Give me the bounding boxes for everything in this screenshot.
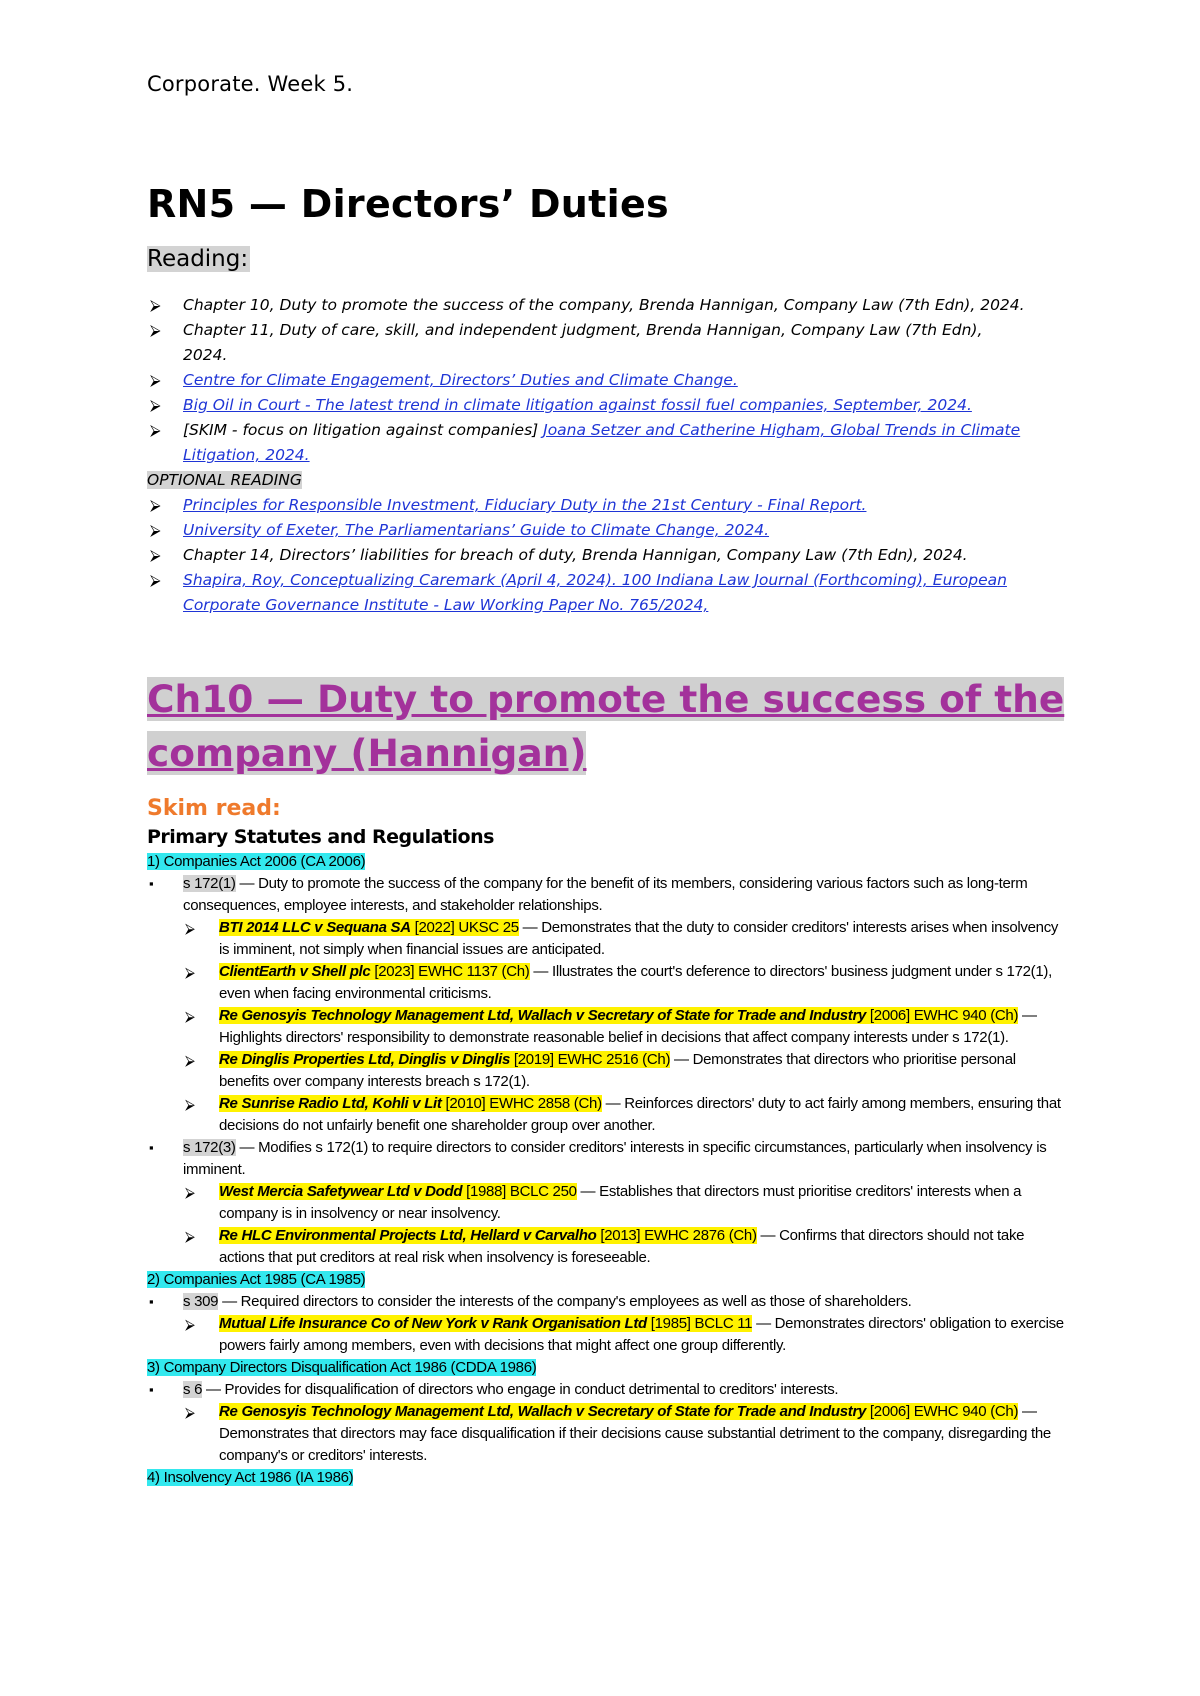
statute-heading-row — [147, 1467, 1067, 1489]
document-title: RN5 — Directors’ Duties — [147, 182, 669, 226]
case-item — [147, 1225, 1067, 1269]
case-name: Re Genosyis Technology Management Ltd, Wallach v Secretary of State for Trade and Industry — [219, 1007, 867, 1024]
case-item — [147, 917, 1067, 961]
square-bullet-icon: ▪ — [149, 1382, 154, 1397]
statute-heading: 3) Company Directors Disqualification Act 1986 (CDDA 1986) — [147, 1359, 537, 1376]
case-citation — [219, 963, 530, 980]
statute-heading-row — [147, 851, 1067, 873]
optional-reading-heading: OPTIONAL READING — [147, 471, 302, 489]
case-item — [147, 1005, 1067, 1049]
case-reference: [1988] BCLC 250 — [462, 1183, 577, 1200]
case-item — [147, 1049, 1067, 1093]
case-citation — [219, 919, 519, 936]
statute-heading: 4) Insolvency Act 1986 (IA 1986) — [147, 1469, 354, 1486]
section-text: — Required directors to consider the interests of the company's employees as well as those of shareholders. — [218, 1293, 912, 1310]
case-name: Mutual Life Insurance Co of New York v Rank Organisation Ltd — [219, 1315, 647, 1332]
reading-item — [147, 393, 1027, 418]
section-number: s 172(3) — [183, 1139, 236, 1156]
arrow-bullet-icon: ⮚ — [150, 521, 161, 539]
section-number: s 172(1) — [183, 875, 236, 892]
section-item — [147, 1379, 1067, 1401]
case-name: Re HLC Environmental Projects Ltd, Hellard v Carvalho — [219, 1227, 597, 1244]
arrow-bullet-icon: ⮚ — [150, 496, 161, 514]
statute-heading: 2) Companies Act 1985 (CA 1985) — [147, 1271, 366, 1288]
arrow-bullet-icon: ⮚ — [185, 964, 195, 980]
reading-item-link[interactable]: University of Exeter, The Parliamentarians’ Guide to Climate Change, 2024. — [183, 521, 770, 539]
reading-item — [147, 543, 1027, 568]
square-bullet-icon: ▪ — [149, 1294, 154, 1309]
case-text: — Illustrates the court's deference to directors' business judgment under s 172(1), even when facing environmental criticisms. — [219, 963, 1052, 1002]
reading-item-link[interactable]: Big Oil in Court - The latest trend in climate litigation against fossil fuel companies, September, 2024. — [183, 396, 972, 414]
arrow-bullet-icon: ⮚ — [185, 1052, 195, 1068]
case-citation — [219, 1183, 577, 1200]
reading-item-link[interactable]: Joana Setzer and Catherine Higham, Global Trends in Climate Litigation, 2024. — [183, 421, 1021, 464]
case-item — [147, 1093, 1067, 1137]
arrow-bullet-icon: ⮚ — [150, 371, 161, 389]
reading-item-text: [SKIM - focus on litigation against companies] — [183, 421, 544, 439]
arrow-bullet-icon: ⮚ — [150, 546, 161, 564]
case-reference: [2019] EWHC 2516 (Ch) — [510, 1051, 671, 1068]
skim-read-heading: Skim read: — [147, 796, 281, 821]
case-name: Re Sunrise Radio Ltd, Kohli v Lit — [219, 1095, 442, 1112]
page-header: Corporate. Week 5. — [147, 72, 354, 96]
reading-item — [147, 493, 1027, 518]
section-item — [147, 1137, 1067, 1181]
section-text: — Provides for disqualification of directors who engage in conduct detrimental to creditors' interests. — [202, 1381, 839, 1398]
square-bullet-icon: ▪ — [149, 1140, 154, 1155]
reading-item — [147, 293, 1027, 318]
case-text: — Demonstrates that directors who prioritise personal benefits over company interests breach s 172(1). — [219, 1051, 1016, 1090]
arrow-bullet-icon: ⮚ — [150, 571, 161, 589]
case-item — [147, 961, 1067, 1005]
case-reference: [2006] EWHC 940 (Ch) — [866, 1403, 1019, 1420]
case-name: Re Dinglis Properties Ltd, Dinglis v Dinglis — [219, 1051, 511, 1068]
case-reference: [2010] EWHC 2858 (Ch) — [441, 1095, 602, 1112]
case-reference: [2023] EWHC 1137 (Ch) — [370, 963, 530, 980]
case-item — [147, 1181, 1067, 1225]
case-name: ClientEarth v Shell plc — [219, 963, 371, 980]
section-item — [147, 873, 1067, 917]
reading-item-link[interactable]: Principles for Responsible Investment, Fiduciary Duty in the 21st Century - Final Report. — [183, 496, 867, 514]
arrow-bullet-icon: ⮚ — [185, 1316, 195, 1332]
case-text: — Confirms that directors should not take actions that put creditors at real risk when insolvency is foreseeable. — [219, 1227, 1025, 1266]
case-name: BTI 2014 LLC v Sequana SA — [219, 919, 411, 936]
case-citation — [219, 1403, 1018, 1420]
reading-item — [147, 318, 1027, 368]
reading-item-link[interactable]: Centre for Climate Engagement, Directors’ Duties and Climate Change. — [183, 371, 738, 389]
chapter-title: Ch10 — Duty to promote the success of the company (Hannigan) — [147, 677, 1065, 775]
arrow-bullet-icon: ⮚ — [150, 321, 161, 339]
statutes-list — [147, 851, 1067, 1489]
statute-heading-row — [147, 1269, 1067, 1291]
arrow-bullet-icon: ⮚ — [185, 1404, 195, 1420]
case-citation — [219, 1007, 1018, 1024]
case-text: — Demonstrates directors' obligation to exercise powers fairly among members, even with decisions that might affect one group differently. — [219, 1315, 1064, 1354]
reading-heading: Reading: — [147, 246, 249, 272]
section-item — [147, 1291, 1067, 1313]
reading-item-link[interactable]: Shapira, Roy, Conceptualizing Caremark (April 4, 2024). 100 Indiana Law Journal (Forthcoming), European Corporate Governance Institute - Law Working Paper No. 765/2024, — [183, 571, 1007, 614]
arrow-bullet-icon: ⮚ — [185, 1184, 195, 1200]
square-bullet-icon: ▪ — [149, 876, 154, 891]
case-text: — Demonstrates that the duty to consider creditors' interests arises when insolvency is imminent, not simply when financial issues are anticipated. — [219, 919, 1059, 958]
section-text: — Modifies s 172(1) to require directors to consider creditors' interests in specific circumstances, particularly when insolvency is imminent. — [183, 1139, 1047, 1178]
case-citation — [219, 1051, 670, 1068]
arrow-bullet-icon: ⮚ — [150, 296, 161, 314]
case-reference: [1985] BCLC 11 — [646, 1315, 753, 1332]
case-citation — [219, 1315, 752, 1332]
case-name: Re Genosyis Technology Management Ltd, Wallach v Secretary of State for Trade and Industry — [219, 1403, 867, 1420]
reading-item — [147, 368, 1027, 393]
statute-heading-row — [147, 1357, 1067, 1379]
case-item — [147, 1401, 1067, 1467]
arrow-bullet-icon: ⮚ — [185, 1008, 195, 1024]
arrow-bullet-icon: ⮚ — [150, 421, 161, 439]
case-text: — Demonstrates that directors may face disqualification if their decisions cause substantial detriment to the company, disregarding the company's or creditors' interests. — [219, 1403, 1051, 1464]
reading-item — [147, 418, 1027, 468]
reading-item — [147, 568, 1027, 618]
case-reference: [2022] UKSC 25 — [410, 919, 519, 936]
arrow-bullet-icon: ⮚ — [185, 920, 195, 936]
case-citation — [219, 1227, 757, 1244]
reading-item-text: Chapter 10, Duty to promote the success of the company, Brenda Hannigan, Company Law (7th Edn), 2024. — [183, 296, 1025, 314]
reading-item — [147, 518, 1027, 543]
primary-statutes-heading: Primary Statutes and Regulations — [147, 826, 494, 848]
section-number: s 6 — [183, 1381, 203, 1398]
arrow-bullet-icon: ⮚ — [185, 1228, 195, 1244]
arrow-bullet-icon: ⮚ — [185, 1096, 195, 1112]
case-reference: [2013] EWHC 2876 (Ch) — [596, 1227, 757, 1244]
case-item — [147, 1313, 1067, 1357]
section-text: — Duty to promote the success of the company for the benefit of its members, considering various factors such as long-term consequences, employee interests, and stakeholder relationships. — [183, 875, 1028, 914]
case-name: West Mercia Safetywear Ltd v Dodd — [219, 1183, 463, 1200]
reading-item-text: Chapter 11, Duty of care, skill, and independent judgment, Brenda Hannigan, Company Law (7th Edn), 2024. — [183, 321, 983, 364]
section-number: s 309 — [183, 1293, 219, 1310]
case-text: — Reinforces directors' duty to act fairly among members, ensuring that decisions do not unfairly benefit one shareholder group over another. — [219, 1095, 1061, 1134]
case-text: — Highlights directors' responsibility to demonstrate reasonable belief in decisions that affect company interests under s 172(1). — [219, 1007, 1037, 1046]
case-reference: [2006] EWHC 940 (Ch) — [866, 1007, 1019, 1024]
case-citation — [219, 1095, 602, 1112]
reading-item-text: Chapter 14, Directors’ liabilities for breach of duty, Brenda Hannigan, Company Law (7th Edn), 2024. — [183, 546, 968, 564]
arrow-bullet-icon: ⮚ — [150, 396, 161, 414]
reading-list — [147, 293, 1027, 618]
case-text: — Establishes that directors must prioritise creditors' interests when a company is in insolvency or near insolvency. — [219, 1183, 1022, 1222]
statute-heading: 1) Companies Act 2006 (CA 2006) — [147, 853, 366, 870]
